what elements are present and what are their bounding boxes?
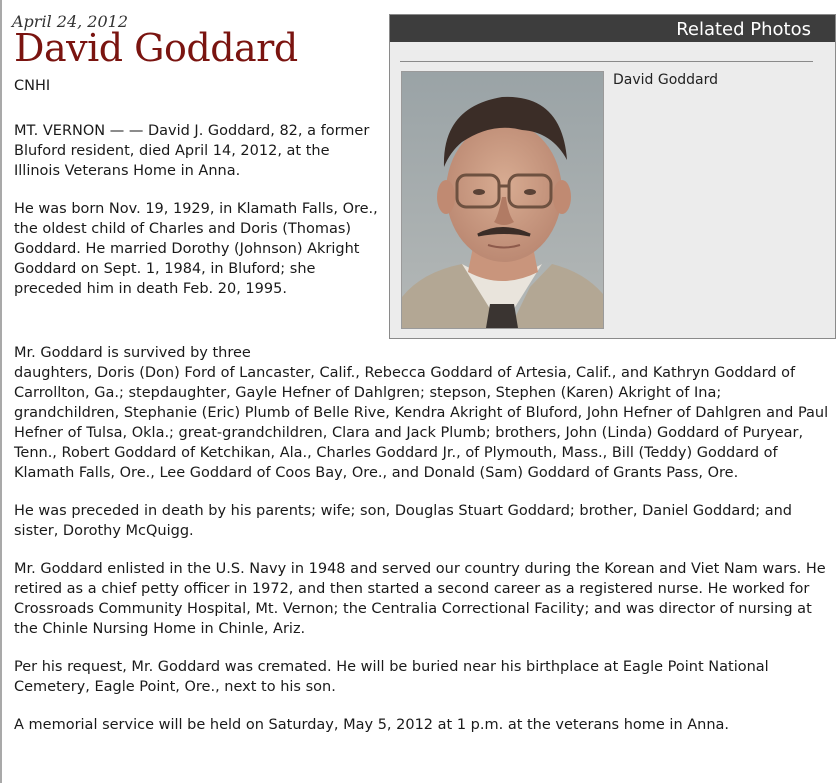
- portrait-photo[interactable]: [401, 71, 604, 329]
- article-paragraph: Per his request, Mr. Goddard was cremated. He will be buried near his birthplace at Eagle Point National Cemetery, Eagle Point, Ore., next to his son.: [14, 659, 769, 695]
- related-photos-header: Related Photos: [390, 15, 835, 42]
- portrait-photo-image: [402, 72, 603, 328]
- article-paragraph: Mr. Goddard enlisted in the U.S. Navy in 1948 and served our country during the Korean and Viet Nam wars. He retired as a chief petty officer in 1972, and then started a second career as a registered nurse. He worked for Crossroads Community Hospital, Mt. Vernon; the Centralia Correctional Facility; and was director of nursing at the Chinle Nursing Home in Chinle, Ariz.: [14, 561, 826, 637]
- photo-caption: David Goddard: [613, 72, 719, 88]
- article-intro-column: [14, 121, 380, 317]
- related-photos-divider: [400, 61, 813, 62]
- survivors-rest: daughters, Doris (Don) Ford of Lancaster, Calif., Rebecca Goddard of Artesia, Calif., and Kathryn Goddard of Carrollton, Ga.; stepdaughter, Gayle Hefner of Dahlgren; stepson, Stephen (Karen) Akright of Ina; grandchildren, Stephanie (Eric) Plumb of Belle Rive, Kendra Akright of Bluford, John Hefner of Dahlgren and Paul Hefner of Tulsa, Okla.; great-grandchildren, Clara and Jack Plumb; brothers, John (Linda) Goddard of Puryear, Tenn., Robert Goddard of Ketchikan, Ala., Charles Goddard Jr., of Plymouth, Mass., Bill (Teddy) Goddard of Klamath Falls, Ore., Lee Goddard of Coos Bay, Ore., and Donald (Sam) Goddard of Grants Pass, Ore.: [14, 365, 829, 481]
- survivors-paragraph: [14, 343, 829, 483]
- article-body-column: [14, 343, 829, 753]
- survivors-first-line: Mr. Goddard is survived by three: [14, 345, 251, 361]
- article-date: April 24, 2012: [12, 12, 129, 31]
- article-paragraph: A memorial service will be held on Saturday, May 5, 2012 at 1 p.m. at the veterans home in Anna.: [14, 717, 730, 733]
- article-headline: David Goddard: [14, 26, 298, 70]
- article-paragraph: MT. VERNON — — David J. Goddard, 82, a former Bluford resident, died April 14, 2012, at the Illinois Veterans Home in Anna.: [14, 123, 370, 179]
- article-paragraph: He was preceded in death by his parents; wife; son, Douglas Stuart Goddard; brother, Daniel Goddard; and sister, Dorothy McQuigg.: [14, 503, 793, 539]
- related-photos-panel: [389, 14, 836, 339]
- article-byline: CNHI: [14, 78, 51, 94]
- page-left-border: [0, 0, 2, 783]
- article-paragraph: He was born Nov. 19, 1929, in Klamath Falls, Ore., the oldest child of Charles and Doris (Thomas) Goddard. He married Dorothy (Johnson) Akright Goddard on Sept. 1, 1984, in Bluford; she preceded him in death Feb. 20, 1995.: [14, 201, 378, 297]
